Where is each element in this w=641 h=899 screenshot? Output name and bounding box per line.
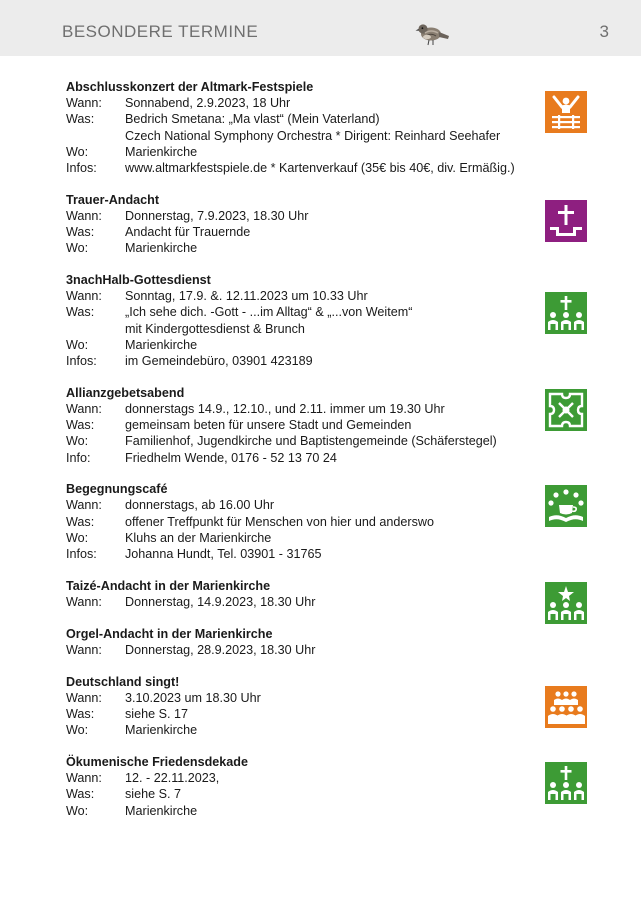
event-row xyxy=(66,450,586,466)
service-icon xyxy=(545,762,587,804)
event-title: Deutschland singt! xyxy=(66,674,180,689)
row-label: Was: xyxy=(66,787,95,802)
row-value: Familienhof, Jugendkirche und Baptistengemeinde (Schäferstegel) xyxy=(125,434,497,449)
concert-icon xyxy=(545,91,587,133)
row-label: Was: xyxy=(66,112,95,127)
row-label: Wo: xyxy=(66,434,89,449)
row-label: Wann: xyxy=(66,401,102,416)
row-label: Was: xyxy=(66,707,95,721)
event-row xyxy=(66,497,586,513)
choir-icon xyxy=(545,686,587,728)
event-title: Begegnungscafé xyxy=(66,482,168,497)
row-label: Wo: xyxy=(66,530,89,545)
row-value: 12. - 22.11.2023, xyxy=(125,771,220,786)
row-value: Marienkirche xyxy=(125,241,198,256)
row-label: Wann: xyxy=(66,208,102,223)
event-title: Ökumenische Friedensdekade xyxy=(66,754,248,769)
row-label: Wo: xyxy=(66,337,89,352)
row-value: donnerstags 14.9., 12.10., und 2.11. immer um 19.30 Uhr xyxy=(125,401,445,416)
event-row xyxy=(66,128,586,144)
row-label: Wann: xyxy=(66,594,102,609)
row-label: Infos: xyxy=(66,354,97,369)
event-row xyxy=(66,786,586,802)
row-value: Donnerstag, 14.9.2023, 18.30 Uhr xyxy=(125,594,316,609)
service-icon xyxy=(545,292,587,334)
row-value: Sonntag, 17.9. &. 12.11.2023 um 10.33 Uhr xyxy=(125,289,368,304)
row-label xyxy=(66,128,125,144)
row-label: Wo: xyxy=(66,723,89,738)
event-item xyxy=(66,754,586,819)
taize-cross-icon xyxy=(545,582,587,624)
event-title: Taizé-Andacht in der Marienkirche xyxy=(66,578,271,593)
row-value: Marienkirche xyxy=(125,803,198,818)
event-row xyxy=(66,321,586,337)
row-label: Infos: xyxy=(66,161,97,176)
event-row xyxy=(66,417,586,433)
event-list xyxy=(66,79,586,834)
event-row xyxy=(66,594,586,610)
event-title: Orgel-Andacht in der Marienkirche xyxy=(66,626,273,641)
row-label: Was: xyxy=(66,225,95,240)
event-item xyxy=(66,626,586,658)
event-row xyxy=(66,401,586,417)
puzzle-prayer-icon xyxy=(545,389,587,431)
event-row xyxy=(66,304,586,320)
row-label: Wann: xyxy=(66,771,102,786)
event-row xyxy=(66,160,586,176)
row-value: mit Kindergottesdienst & Brunch xyxy=(125,321,305,336)
cafe-icon xyxy=(545,485,587,527)
event-row xyxy=(66,642,586,658)
event-row xyxy=(66,530,586,546)
row-label: Wann: xyxy=(66,289,102,304)
event-row xyxy=(66,288,586,304)
row-value: Donnerstag, 28.9.2023, 18.30 Uhr xyxy=(125,642,316,657)
row-label: Wo: xyxy=(66,144,89,159)
row-value: offener Treffpunkt für Menschen von hier und anderswo xyxy=(125,514,434,529)
row-label: Wann: xyxy=(66,642,102,657)
event-item xyxy=(66,578,586,610)
event-title: Trauer-Andacht xyxy=(66,192,160,207)
event-item xyxy=(66,385,586,466)
row-label xyxy=(66,321,125,337)
event-row xyxy=(66,706,586,722)
section-title: BESONDERE TERMINE xyxy=(62,22,259,41)
event-row xyxy=(66,224,586,240)
event-row xyxy=(66,208,586,224)
page-number: 3 xyxy=(599,22,609,41)
event-row xyxy=(66,722,586,738)
row-value: Marienkirche xyxy=(125,337,198,352)
event-row xyxy=(66,546,586,562)
event-row xyxy=(66,433,586,449)
row-label: Infos: xyxy=(66,547,97,562)
row-value: Czech National Symphony Orchestra * Dirigent: Reinhard Seehafer xyxy=(125,128,501,143)
event-item xyxy=(66,674,586,739)
event-title: 3nachHalb-Gottesdienst xyxy=(66,273,211,288)
row-value: Sonnabend, 2.9.2023, 18 Uhr xyxy=(125,96,291,111)
row-value: Andacht für Trauernde xyxy=(125,225,251,240)
row-value: Donnerstag, 7.9.2023, 18.30 Uhr xyxy=(125,208,309,223)
row-label: Wo: xyxy=(66,803,89,818)
event-row xyxy=(66,240,586,256)
event-item xyxy=(66,79,586,176)
row-value: Marienkirche xyxy=(125,723,198,738)
row-label: Was: xyxy=(66,418,95,433)
row-label: Wann: xyxy=(66,690,102,705)
row-value: im Gemeindebüro, 03901 423189 xyxy=(125,354,313,369)
event-item xyxy=(66,192,586,257)
row-label: Info: xyxy=(66,450,91,465)
event-item xyxy=(66,272,586,369)
event-item xyxy=(66,481,586,562)
row-value: Bedrich Smetana: „Ma vlast“ (Mein Vaterland) xyxy=(125,112,380,127)
event-row xyxy=(66,353,586,369)
row-value: Johanna Hundt, Tel. 03901 - 31765 xyxy=(125,547,322,562)
row-value: Marienkirche xyxy=(125,144,198,159)
event-row xyxy=(66,803,586,819)
row-value: gemeinsam beten für unsere Stadt und Gemeinden xyxy=(125,418,412,433)
event-row xyxy=(66,514,586,530)
event-row xyxy=(66,337,586,353)
row-label: Wann: xyxy=(66,498,102,513)
row-value: siehe S. 7 xyxy=(125,787,182,802)
row-value: Kluhs an der Marienkirche xyxy=(125,530,272,545)
row-value: siehe S. 17 xyxy=(125,707,189,721)
sparrow-icon xyxy=(414,14,450,50)
mourning-cross-icon xyxy=(545,200,587,242)
event-title: Abschlusskonzert der Altmark-Festspiele xyxy=(66,80,314,94)
event-row xyxy=(66,770,586,786)
row-value: Friedhelm Wende, 0176 - 52 13 70 24 xyxy=(125,450,337,465)
row-value: www.altmarkfestspiele.de * Kartenverkauf (35€ bis 40€, div. Ermäßig.) xyxy=(125,161,515,176)
event-title: Allianzgebetsabend xyxy=(66,385,185,400)
row-label: Wann: xyxy=(66,96,102,111)
event-row xyxy=(66,690,586,706)
row-label: Was: xyxy=(66,514,95,529)
page-header xyxy=(0,0,641,56)
row-label: Was: xyxy=(66,305,95,320)
row-value: 3.10.2023 um 18.30 Uhr xyxy=(125,690,261,705)
row-value: donnerstags, ab 16.00 Uhr xyxy=(125,498,275,513)
event-row xyxy=(66,95,586,111)
event-row xyxy=(66,144,586,160)
event-row xyxy=(66,111,586,127)
row-value: „Ich sehe dich. -Gott - ...im Alltag“ & „...von Weitem“ xyxy=(125,305,413,320)
row-label: Wo: xyxy=(66,241,89,256)
